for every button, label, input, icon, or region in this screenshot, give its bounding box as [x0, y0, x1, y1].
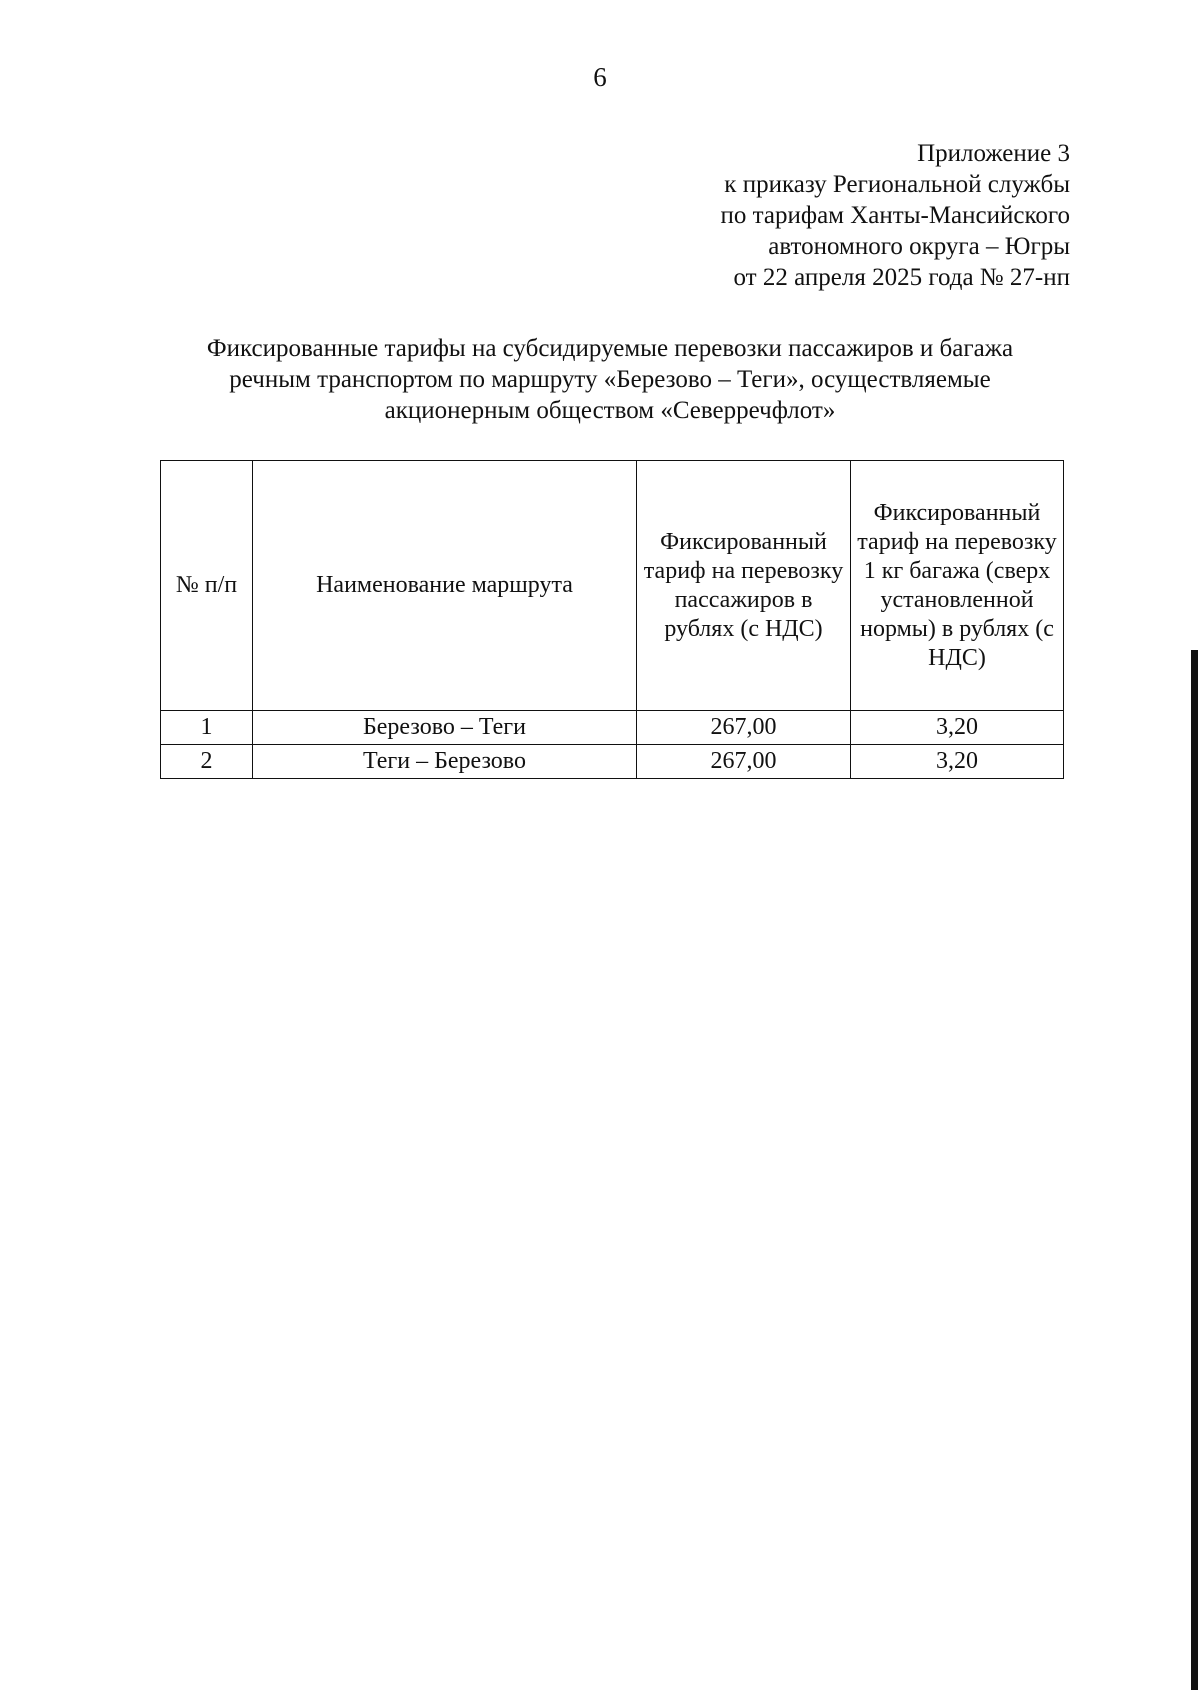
column-header-number: № п/п	[161, 461, 253, 711]
cell-number: 2	[161, 745, 253, 779]
title-line: Фиксированные тарифы на субсидируемые перевозки пассажиров и багажа	[206, 335, 1014, 362]
column-header-route: Наименование маршрута	[253, 461, 637, 711]
column-header-baggage-tariff: Фиксированный тариф на перевозку 1 кг багажа (сверх установленной нормы) в рублях (с НДС)	[851, 461, 1064, 711]
cell-number: 1	[161, 711, 253, 745]
annex-line: Приложение 3	[917, 140, 1070, 167]
cell-baggage-tariff: 3,20	[851, 745, 1064, 779]
annex-line: к приказу Региональной службы	[724, 171, 1070, 198]
tariff-table	[160, 460, 1064, 779]
title-line: акционерным обществом «Северречфлот»	[384, 397, 836, 424]
scan-edge-mark	[1191, 650, 1198, 1690]
annex-line: от 22 апреля 2025 года № 27-нп	[733, 264, 1070, 291]
cell-passenger-tariff: 267,00	[637, 745, 851, 779]
cell-baggage-tariff: 3,20	[851, 711, 1064, 745]
column-header-passenger-tariff: Фиксированный тариф на перевозку пассажиров в рублях (с НДС)	[637, 461, 851, 711]
annex-line: по тарифам Ханты-Мансийского	[720, 202, 1070, 229]
table-row	[161, 745, 1064, 779]
page-number: 6	[593, 62, 607, 92]
table-header-row	[161, 461, 1064, 711]
document-title	[140, 333, 1080, 426]
annex-line: автономного округа – Югры	[768, 233, 1070, 260]
cell-route: Теги – Березово	[253, 745, 637, 779]
title-line: речным транспортом по маршруту «Березово – Теги», осуществляемые	[229, 366, 991, 393]
cell-passenger-tariff: 267,00	[637, 711, 851, 745]
cell-route: Березово – Теги	[253, 711, 637, 745]
table-row	[161, 711, 1064, 745]
annex-block	[721, 138, 1070, 293]
